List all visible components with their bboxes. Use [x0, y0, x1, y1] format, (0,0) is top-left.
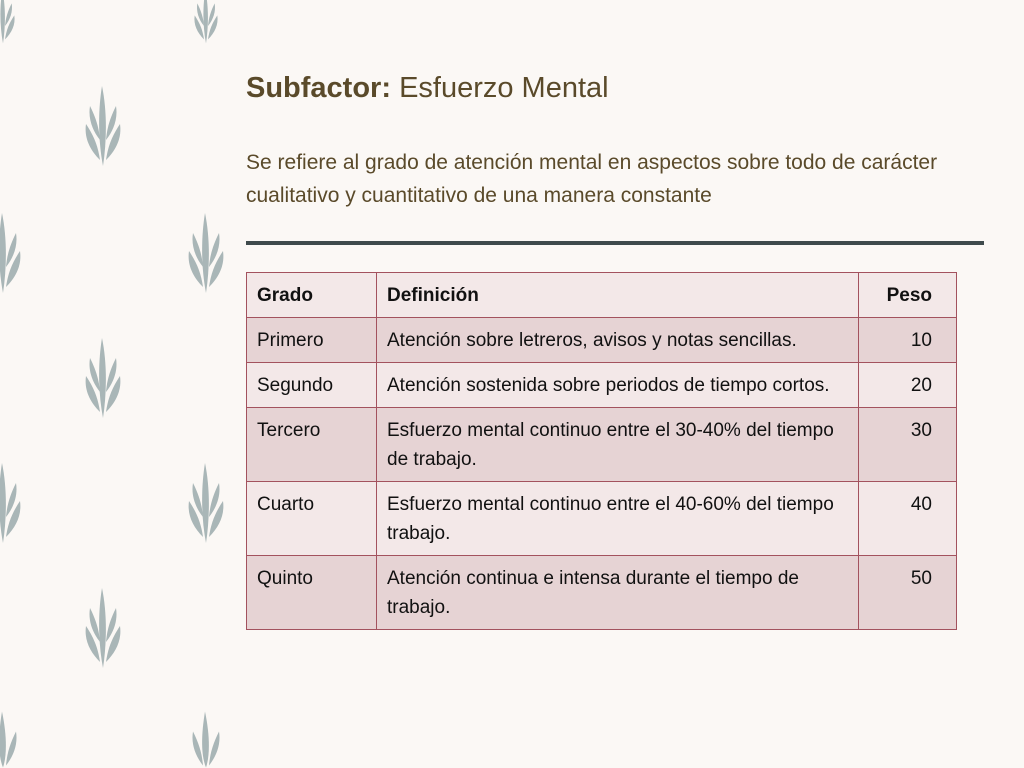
leaf-icon: [80, 580, 126, 674]
cell-grado: Tercero: [247, 408, 377, 482]
cell-peso: 20: [859, 363, 957, 408]
slide-title: [246, 72, 609, 105]
cell-definicion: Esfuerzo mental continuo entre el 30-40% del tiempo de trabajo.: [377, 408, 859, 482]
cell-grado: Primero: [247, 318, 377, 363]
cell-peso: 40: [859, 482, 957, 556]
leaf-icon: [0, 455, 26, 549]
leaf-icon: [183, 705, 229, 768]
table-row: [247, 318, 957, 363]
leaf-icon: [183, 455, 229, 549]
table-header-row: [247, 273, 957, 318]
cell-grado: Quinto: [247, 556, 377, 630]
header-grado: Grado: [247, 273, 377, 318]
cell-definicion: Atención continua e intensa durante el tiempo de trabajo.: [377, 556, 859, 630]
cell-peso: 50: [859, 556, 957, 630]
leaf-icon: [0, 705, 26, 768]
cell-peso: 30: [859, 408, 957, 482]
leaf-icon: [183, 205, 229, 299]
leaf-icon: [183, 0, 229, 46]
leaf-icon: [80, 78, 126, 172]
cell-definicion: Atención sostenida sobre periodos de tiempo cortos.: [377, 363, 859, 408]
leaf-icon: [0, 0, 26, 46]
leaf-pattern-decoration: [0, 0, 240, 768]
slide-subtitle: Se refiere al grado de atención mental en aspectos sobre todo de carácter cualitativo y cuantitativo de una manera constante: [246, 151, 938, 207]
title-text: Esfuerzo Mental: [399, 72, 609, 104]
header-definicion: Definición: [377, 273, 859, 318]
table-row: [247, 363, 957, 408]
leaf-icon: [0, 205, 26, 299]
leaf-icon: [80, 330, 126, 424]
table-row: [247, 408, 957, 482]
cell-grado: Segundo: [247, 363, 377, 408]
title-label: Subfactor:: [246, 72, 391, 104]
table-row: [247, 482, 957, 556]
grade-table: [246, 272, 957, 630]
cell-definicion: Atención sobre letreros, avisos y notas sencillas.: [377, 318, 859, 363]
cell-definicion: Esfuerzo mental continuo entre el 40-60% del tiempo trabajo.: [377, 482, 859, 556]
cell-peso: 10: [859, 318, 957, 363]
divider-line: [246, 241, 984, 245]
cell-grado: Cuarto: [247, 482, 377, 556]
table-row: [247, 556, 957, 630]
header-peso: Peso: [859, 273, 957, 318]
